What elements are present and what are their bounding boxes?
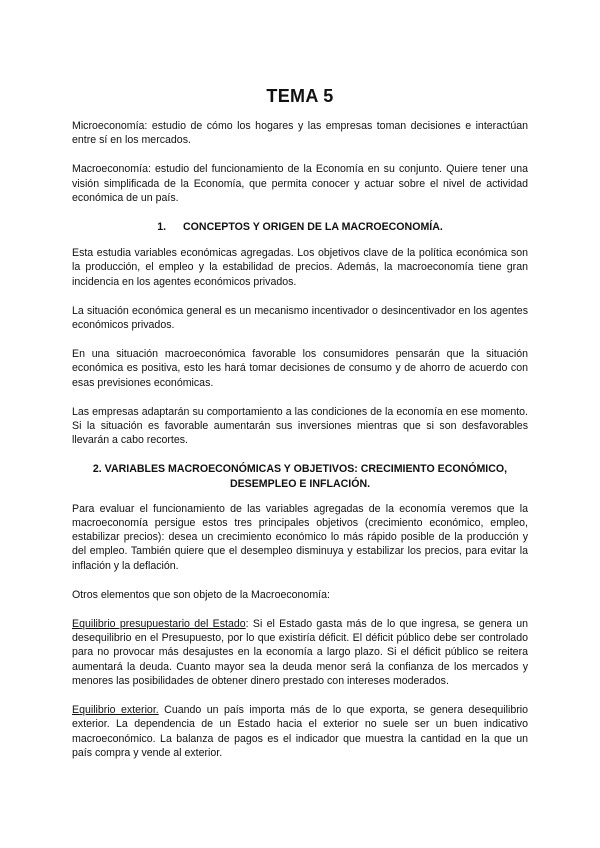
- section-2-paragraph: Otros elementos que son objeto de la Macroeconomía:: [72, 588, 330, 601]
- equilibrio-presupuestario-paragraph: [72, 617, 528, 688]
- equilibrio-presupuestario-text: : Si el Estado gasta más de lo que ingresa, se genera un desequilibrio en el Presupuesto, por lo que existiría déficit. El déficit público debe ser controlado para no provocar más desajustes en la economía a largo plazo. Si el déficit público se reitera aumentará la deuda. Cuanto mayor sea la deuda menor será la confianza de los mercados y menores las posibilidades de obtener dinero prestado con intereses moderados.: [72, 618, 528, 687]
- equilibrio-exterior-text: Cuando un país importa más de lo que exporta, se genera desequilibrio exterior. La dependencia de un Estado hacia el exterior no suele ser un buen indicativo macroeconómico. La balanza de pagos es el indicador que muestra la cantidad en la que un país compra y vende al exterior.: [72, 704, 529, 759]
- intro-microeconomia: Microeconomía: estudio de cómo los hogares y las empresas toman decisiones e interactúan entre sí en los mercados.: [72, 120, 528, 147]
- equilibrio-exterior-label: Equilibrio exterior.: [72, 704, 159, 717]
- page-title: TEMA 5: [266, 86, 334, 106]
- section-1-paragraph: En una situación macroeconómica favorable los consumidores pensarán que la situación económica es positiva, esto les hará tomar decisiones de consumo y de ahorro de acuerdo con esas previsiones económicas.: [72, 348, 528, 389]
- section-1-title: CONCEPTOS Y ORIGEN DE LA MACROECONOMÍA.: [183, 221, 443, 234]
- equilibrio-exterior-paragraph: [72, 703, 528, 760]
- intro-macroeconomia: Macroeconomía: estudio del funcionamiento de la Economía en su conjunto. Quiere tener una visión simplificada de la Economía, que permita conocer y actuar sobre el nivel de actividad económica de un país.: [72, 163, 528, 204]
- document-page: [72, 86, 528, 775]
- section-2-heading: 2. VARIABLES MACROECONÓMICAS Y OBJETIVOS: CRECIMIENTO ECONÓMICO, DESEMPLEO E INFLACIÓN.: [92, 463, 508, 490]
- section-1-number: 1.: [157, 221, 167, 234]
- section-1-paragraph: Las empresas adaptarán su comportamiento a las condiciones de la economía en ese momento. Si la situación es favorable aumentarán sus inversiones mientras que si son desfavorables llevarán a cabo recortes.: [72, 405, 528, 447]
- section-2-paragraph: Para evaluar el funcionamiento de las variables agregadas de la economía veremos que la macroeconomía persigue estos tres principales objetivos (crecimiento económico, empleo, estabilizar precios): desea un crecimiento económico lo más rápido posible de la producción y del empleo. También quiere que el desempleo disminuya y estabilizar los precios, para evitar la inflación y la deflación.: [72, 502, 528, 572]
- equilibrio-presupuestario-label: Equilibrio presupuestario del Estado: [72, 618, 246, 631]
- section-1-paragraph: La situación económica general es un mecanismo incentivador o desincentivador en los agentes económicos privados.: [72, 304, 528, 332]
- section-1-paragraph: Esta estudia variables económicas agregadas. Los objetivos clave de la política económica son la producción, el empleo y la estabilidad de precios. Además, la macroeconomía tiene gran incidencia en los agentes económicos privados.: [72, 247, 528, 288]
- section-1-heading: [72, 220, 528, 234]
